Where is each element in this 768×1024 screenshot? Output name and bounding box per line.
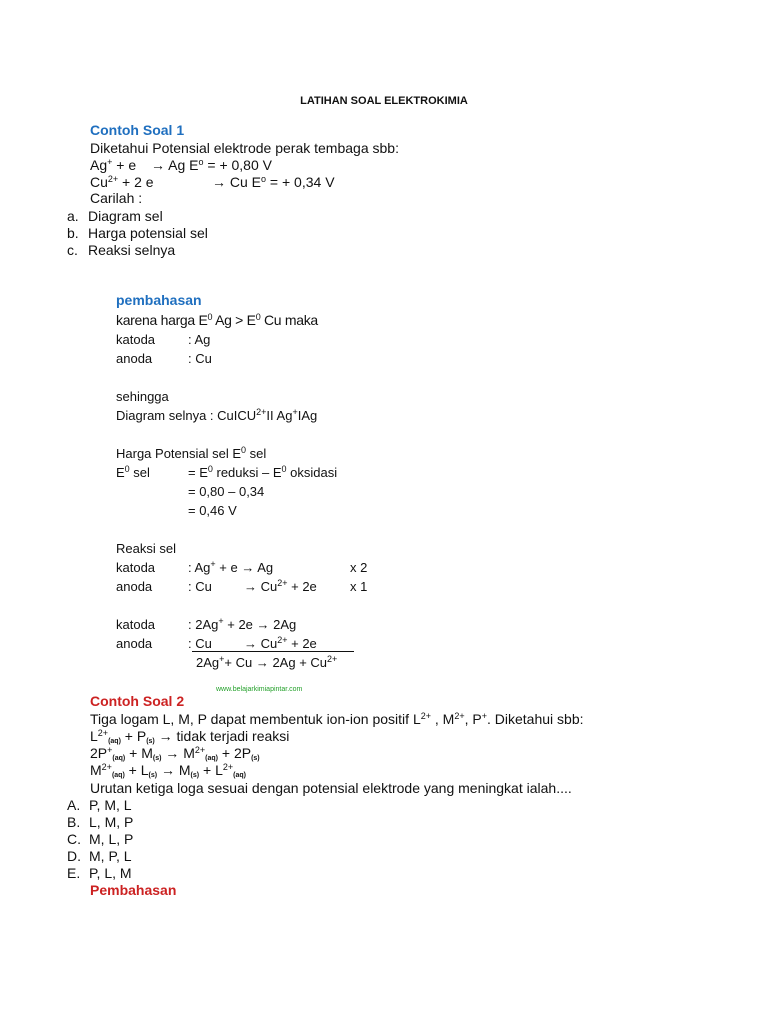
pembahasan1-reaksi-sel: Reaksi sel — [116, 541, 176, 556]
reaksi-anoda: anoda : $Cu \to Cu^{2+} + 2e$ — [116, 578, 317, 594]
pembahasan1-esel-result: = 0,46 V — [188, 503, 237, 518]
soal1-carilah: Carilah : — [90, 190, 143, 206]
pembahasan1-sehingga: sehingga — [116, 389, 169, 404]
watermark-link[interactable]: www.belajarkimiapintar.com — [216, 686, 303, 693]
pembahasan1-reason: karena harga $E^0$ $Ag > E^0$ Cu maka — [116, 312, 318, 328]
pembahasan1-heading: pembahasan — [116, 292, 202, 308]
soal2-question: Urutan ketiga loga sesuai dengan potensial elektrode yang meningkat ialah.... — [90, 780, 572, 796]
pembahasan1-diagram: Diagram selnya : CuICU$^{2+}$II Ag+IAg — [116, 407, 318, 423]
page-title: LATIHAN SOAL ELEKTROKIMIA — [300, 95, 468, 107]
soal2-option-b: B. L, M, P — [67, 814, 134, 830]
soal2-heading: Contoh Soal 2 — [90, 693, 185, 709]
soal1-reaction-2: $Cu^{2+} + 2$ e → Cu $E^o$ = + 0,34 V — [90, 174, 335, 190]
soal1-heading: Contoh Soal 1 — [90, 122, 185, 138]
pembahasan1-katoda: katoda : Ag — [116, 332, 211, 347]
pembahasan1-harga: Harga Potensial sel $E^0$ sel — [116, 445, 267, 461]
soal1-intro: Diketahui Potensial elektrode perak tembaga sbb: — [90, 140, 399, 156]
soal1-reaction-1: Ag+ + e → Ag $E^o$ = + 0,80 V — [90, 157, 272, 173]
soal1-option-a: a. Diagram sel — [67, 208, 163, 224]
reaksi-katoda: katoda : Ag+ + e → Ag — [116, 559, 274, 575]
soal2-option-e: E. P, L, M — [67, 865, 132, 881]
soal2-equation-2: $2P^+_{(aq)} + M_{(s)} \to M^{2+}_{(aq)} + 2P_{(s)}$ — [90, 745, 260, 762]
soal2-option-c: C. M, L, P — [67, 831, 134, 847]
reaksi-katoda-2: katoda : 2Ag+ + 2e → 2Ag — [116, 616, 297, 632]
sum-line — [192, 651, 354, 652]
soal2-option-d: D. M, P, L — [67, 848, 132, 864]
pembahasan1-anoda: anoda : Cu — [116, 351, 212, 366]
soal2-pembahasan-heading: Pembahasan — [90, 882, 177, 898]
soal1-option-c: c. Reaksi selnya — [67, 242, 176, 258]
pembahasan1-esel: $E^0$ sel = $E^0$ reduksi – $E^0$ oksidasi — [116, 464, 338, 480]
soal2-intro: Tiga logam L, M, P dapat membentuk ion-ion positif $L^{2+}$ , $M^{2+}$, P+. Diketahui sbb: — [90, 711, 584, 727]
pembahasan1-esel-step2: = 0,80 – 0,34 — [188, 484, 265, 499]
soal2-option-a: A. P, M, L — [67, 797, 132, 813]
reaksi-anoda-2: anoda : $Cu \to Cu^{2+} + 2e$ — [116, 635, 317, 651]
soal1-option-b: b. Harga potensial sel — [67, 225, 208, 241]
reaksi-total: $2Ag^++ Cu \to 2Ag + Cu^{2+}$ — [196, 654, 338, 670]
soal2-equation-1: $L^{2+}_{(aq)} + P_{(s)}$ → tidak terjadi reaksi — [90, 728, 290, 745]
soal2-equation-3: $M^{2+}_{(aq)} + L_{(s)} \to M_{(s)} + L^{2+}_{(aq)}$ — [90, 762, 246, 779]
reaksi-katoda-mult: x 2 — [350, 560, 368, 575]
reaksi-anoda-mult: x 1 — [350, 579, 368, 594]
